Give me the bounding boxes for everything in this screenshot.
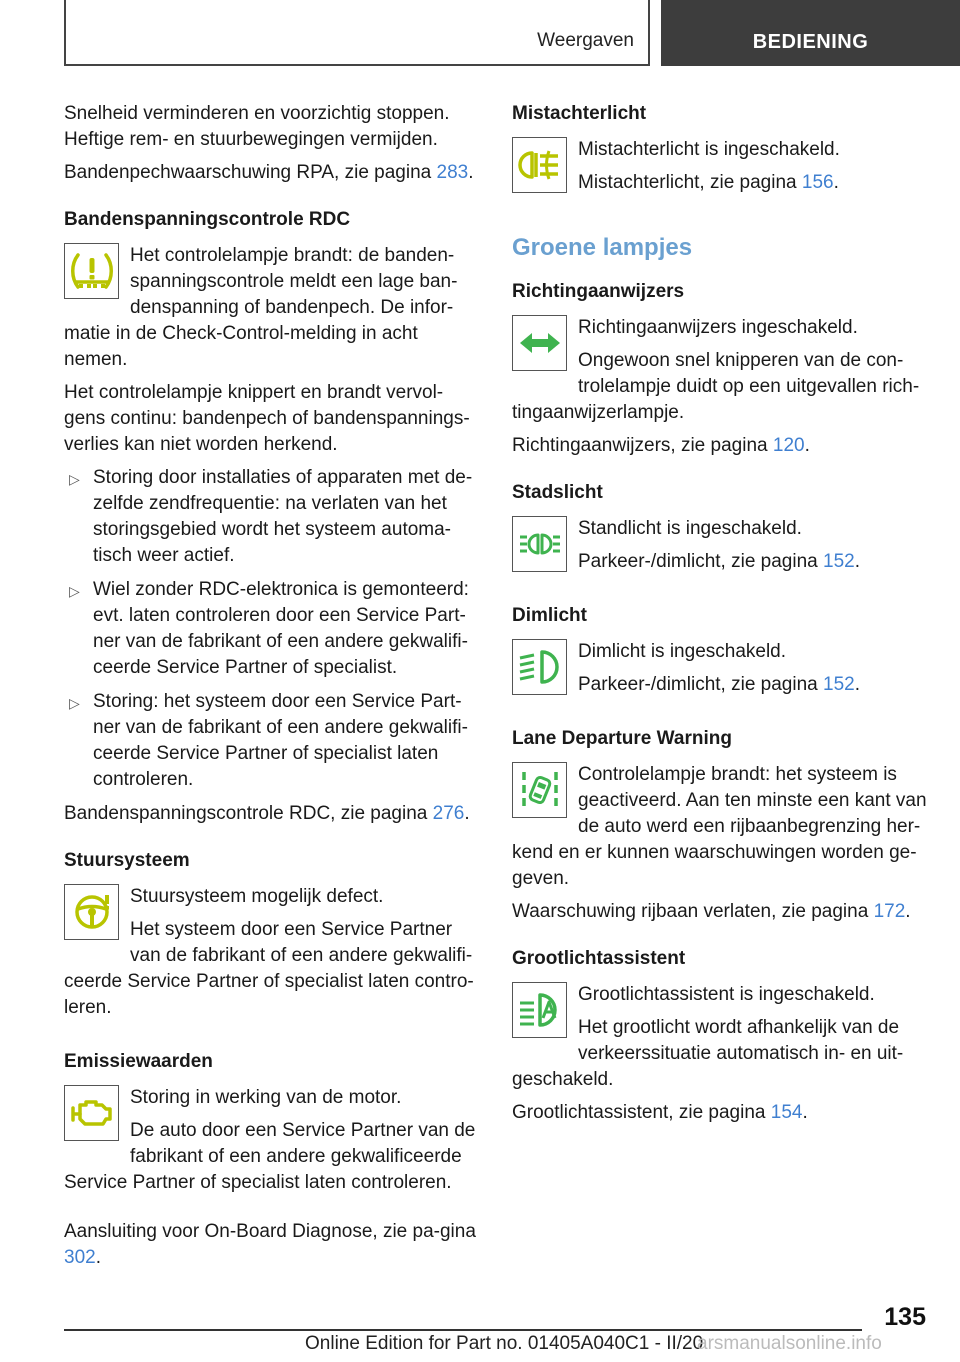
parking-light-icon: [512, 516, 567, 572]
page-link[interactable]: 152: [823, 674, 855, 695]
page-link[interactable]: 302: [64, 1247, 96, 1268]
section-heading-lane-departure: Lane Departure Warning: [512, 728, 732, 749]
lane-departure-icon: [512, 762, 567, 818]
warning-block-rear-fog: [512, 137, 932, 203]
page-link[interactable]: 172: [873, 901, 906, 922]
left-column: [64, 101, 476, 1278]
page-link[interactable]: 154: [770, 1102, 803, 1123]
parking-light-reference: Parkeer-/dimlicht, zie pagina 152.: [578, 551, 860, 572]
emissions-text-2: De auto door een Service Partner van de fabrikant of een andere gekwalificeerde Service Partner of specialist laten controleren.: [64, 1120, 476, 1193]
emissions-text-1: Storing in werking van de motor.: [130, 1087, 402, 1108]
green-lamps-heading: Groene lampjes: [512, 234, 693, 261]
section-heading-steering: Stuursysteem: [64, 850, 190, 871]
header-chapter-label: BEDIENING: [752, 31, 869, 53]
list-item: ▷ Storing door installaties of apparaten met de-zelfde zendfrequentie: na verlaten van het storingsgebied wordt het systeem automa-tisch weer actief.: [69, 467, 473, 566]
section-heading-parking-light: Stadslicht: [512, 482, 603, 503]
warning-block-steering: [64, 884, 476, 1028]
high-beam-assistant-text-1: Grootlichtassistent is ingeschakeld.: [578, 984, 875, 1005]
low-beam-text: Dimlicht is ingeschakeld.: [578, 641, 787, 662]
right-column: [512, 101, 932, 1133]
page-link[interactable]: 283: [436, 162, 469, 183]
warning-block-turn-signals: [512, 315, 932, 433]
list-item: ▷ Wiel zonder RDC-elektronica is gemonteerd: evt. laten controleren door een Service Part-ner van de fabrikant of een andere gekwalifi-ceerde Service Partner of specialist.: [69, 579, 469, 678]
steering-text-1: Stuursysteem mogelijk defect.: [130, 886, 384, 907]
rdc-text-2: Het controlelampje knippert en brandt vervol-gens continu: bandenpech of bandenspannings-verlies kan niet worden herkend.: [64, 382, 470, 455]
lane-departure-text: Controlelampje brandt: het systeem is geactiveerd. Aan ten minste een kant van de auto werd een rijbaanbegrenzing her-kend en er kunnen waarschuwingen worden ge-geven.: [512, 764, 927, 889]
warning-block-high-beam-assistant: [512, 982, 932, 1100]
section-heading-rear-fog: Mistachterlicht: [512, 103, 647, 124]
page-link[interactable]: 156: [801, 172, 834, 193]
turn-signal-icon: [512, 315, 567, 371]
low-beam-reference: Parkeer-/dimlicht, zie pagina 152.: [578, 674, 860, 695]
intro-text: Snelheid verminderen en voorzichtig stoppen. Heftige rem- en stuurbewegingen vermijden.: [64, 103, 450, 150]
high-beam-assistant-icon: [512, 982, 567, 1038]
warning-block-emissions: [64, 1085, 476, 1203]
page-number: 135: [884, 1303, 926, 1331]
footer-watermark: arsmanualsonline.info: [697, 1333, 882, 1354]
section-heading-low-beam: Dimlicht: [512, 605, 587, 626]
rear-fog-light-icon: [512, 137, 567, 193]
rdc-bullet-list: [64, 465, 476, 793]
list-item: ▷ Storing: het systeem door een Service Part-ner van de fabrikant of een andere gekwalifi-ceerde Service Partner of specialist laten controleren.: [69, 691, 468, 790]
turn-signals-text-1: Richtingaanwijzers ingeschakeld.: [578, 317, 858, 338]
header-section-title: Weergaven: [537, 30, 634, 51]
footer-divider: [64, 1329, 862, 1331]
rdc-reference: Bandenspanningscontrole RDC, zie pagina 276.: [64, 803, 470, 824]
steering-wheel-icon: [64, 884, 119, 940]
warning-block-low-beam: [512, 639, 932, 705]
intro-reference: Bandenpechwaarschuwing RPA, zie pagina 283.: [64, 162, 474, 183]
parking-light-text: Standlicht is ingeschakeld.: [578, 518, 802, 539]
low-beam-icon: [512, 639, 567, 695]
warning-block-lane-departure: [512, 762, 932, 899]
rear-fog-reference: Mistachterlicht, zie pagina 156.: [578, 172, 839, 193]
emissions-reference: Aansluiting voor On-Board Diagnose, zie pa-gina 302.: [64, 1221, 476, 1268]
warning-block-rdc: [64, 243, 476, 380]
page-link[interactable]: 152: [823, 551, 855, 572]
warning-block-parking-light: [512, 516, 932, 582]
footer-edition: Online Edition for Part no. 01405A040C1 - II/20: [305, 1333, 704, 1354]
page-link[interactable]: 276: [432, 803, 465, 824]
high-beam-assistant-text-2: Het grootlicht wordt afhankelijk van de verkeerssituatie automatisch in- en uit-geschakeld.: [512, 1017, 904, 1090]
section-heading-turn-signals: Richtingaanwijzers: [512, 281, 685, 302]
high-beam-assistant-reference: Grootlichtassistent, zie pagina 154.: [512, 1102, 808, 1123]
section-heading-emissions: Emissiewaarden: [64, 1051, 213, 1072]
rdc-text-1: Het controlelampje brandt: de banden-spanningscontrole meldt een lage ban-denspanning of bandenpech. De infor-matie in de Check-Control-melding in acht nemen.: [64, 245, 458, 370]
lane-departure-reference: Waarschuwing rijbaan verlaten, zie pagina 172.: [512, 901, 911, 922]
triangle-bullet-icon: ▷: [69, 471, 80, 487]
header-chapter-tab: [661, 0, 960, 66]
tire-pressure-icon: [64, 243, 119, 299]
rear-fog-text: Mistachterlicht is ingeschakeld.: [578, 139, 840, 160]
turn-signals-reference: Richtingaanwijzers, zie pagina 120.: [512, 435, 810, 456]
section-heading-rdc: Bandenspanningscontrole RDC: [64, 209, 351, 230]
engine-icon: [64, 1085, 119, 1141]
page-link[interactable]: 120: [772, 435, 805, 456]
steering-text-2: Het systeem door een Service Partner van de fabrikant of een andere gekwalifi-ceerde Service Partner of specialist laten contro-leren.: [64, 919, 474, 1018]
turn-signals-text-2: Ongewoon snel knipperen van de con-trolelampje duidt op een uitgevallen rich-tingaanwijzerlampje.: [512, 350, 920, 423]
section-heading-high-beam-assistant: Grootlichtassistent: [512, 948, 686, 969]
triangle-bullet-icon: ▷: [69, 583, 80, 599]
triangle-bullet-icon: ▷: [69, 695, 80, 711]
